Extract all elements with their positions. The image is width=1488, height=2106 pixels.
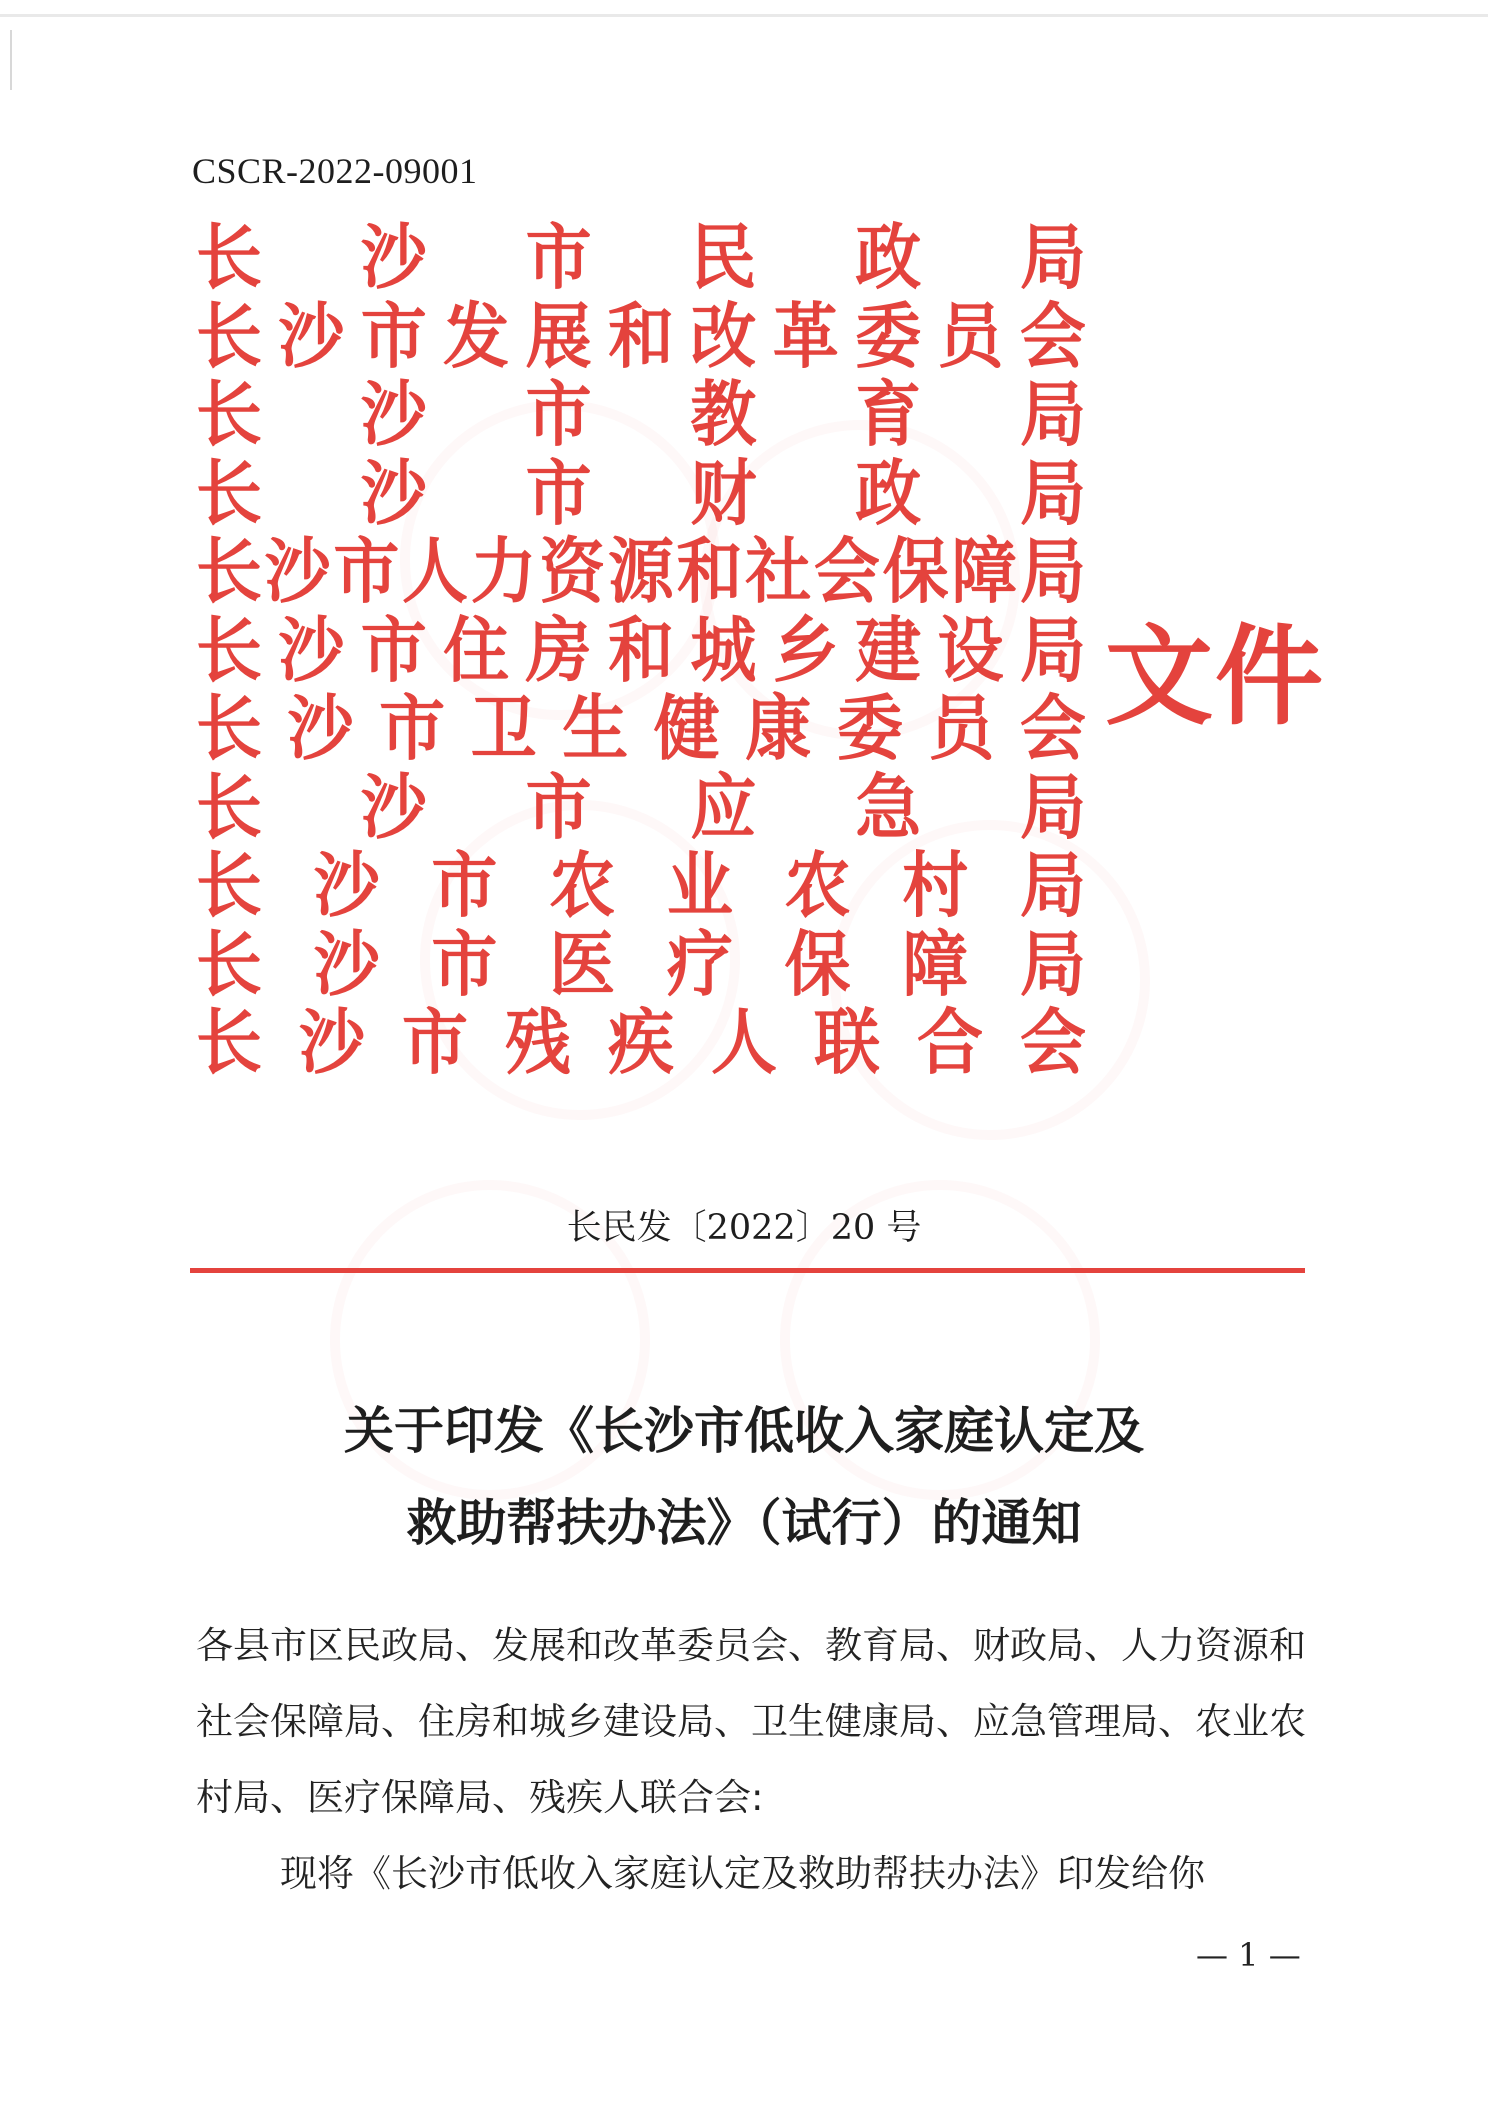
agency-char: 市 <box>379 686 446 771</box>
red-divider <box>190 1268 1305 1273</box>
agency-char: 住 <box>443 607 510 692</box>
agency-row <box>196 921 1086 1006</box>
agency-row <box>196 843 1086 928</box>
agency-char: 市 <box>525 372 592 457</box>
agency-char: 沙 <box>360 372 427 457</box>
agency-char: 长 <box>196 921 262 1006</box>
agency-char: 改 <box>690 293 757 378</box>
agency-char: 应 <box>690 764 757 849</box>
agency-char: 局 <box>1019 529 1086 614</box>
agency-char: 市 <box>402 1000 468 1085</box>
agency-char: 市 <box>525 764 592 849</box>
agency-char: 局 <box>1019 921 1086 1006</box>
agency-char: 疗 <box>666 921 733 1006</box>
agency-char: 医 <box>549 921 616 1006</box>
agency-char: 市 <box>360 293 427 378</box>
agency-char: 展 <box>525 293 592 378</box>
agency-char: 长 <box>196 529 262 614</box>
agency-char: 政 <box>855 215 922 300</box>
agency-char: 联 <box>814 1000 880 1085</box>
agency-char: 保 <box>784 921 851 1006</box>
agency-char: 沙 <box>264 529 331 614</box>
agency-char: 人 <box>401 529 468 614</box>
agency-char: 局 <box>1019 215 1086 300</box>
agency-row <box>196 607 1086 692</box>
document-title <box>0 1385 1488 1569</box>
agency-char: 市 <box>431 843 498 928</box>
agency-char: 市 <box>431 921 498 1006</box>
agency-char: 市 <box>525 215 592 300</box>
agency-char: 保 <box>882 529 949 614</box>
agency-char: 育 <box>855 372 922 457</box>
agency-char: 长 <box>196 843 262 928</box>
issuing-agencies <box>196 215 1086 1085</box>
title-line-2: 救助帮扶办法》（试行）的通知 <box>406 1493 1082 1552</box>
document-body <box>196 1608 1308 1912</box>
agency-char: 教 <box>690 372 757 457</box>
agency-char: 市 <box>360 607 427 692</box>
agency-char: 业 <box>666 843 733 928</box>
agency-char: 沙 <box>313 921 380 1006</box>
agency-char: 村 <box>902 843 969 928</box>
page-number: — 1 — <box>1196 1936 1301 1974</box>
agency-row <box>196 215 1086 300</box>
agency-char: 局 <box>1019 764 1086 849</box>
agency-row <box>196 686 1086 771</box>
agency-row <box>196 1000 1086 1085</box>
agency-char: 设 <box>937 607 1004 692</box>
agency-char: 康 <box>745 686 812 771</box>
document-number: 长民发〔2022〕20 号 <box>566 1208 922 1248</box>
agency-char: 农 <box>784 843 851 928</box>
agency-row <box>196 372 1086 457</box>
agency-char: 沙 <box>313 843 380 928</box>
agency-char: 社 <box>745 529 812 614</box>
agency-char: 员 <box>928 686 995 771</box>
agency-char: 会 <box>1019 686 1086 771</box>
agency-row <box>196 529 1086 614</box>
agency-char: 资 <box>539 529 606 614</box>
agency-char: 局 <box>1019 450 1086 535</box>
agency-char: 会 <box>1020 1000 1086 1085</box>
agency-char: 沙 <box>360 215 427 300</box>
agency-char: 革 <box>772 293 839 378</box>
agency-char: 沙 <box>278 607 345 692</box>
agency-row <box>196 450 1086 535</box>
agency-char: 和 <box>607 293 674 378</box>
agency-char: 局 <box>1019 843 1086 928</box>
agency-char: 沙 <box>360 450 427 535</box>
agency-char: 局 <box>1019 372 1086 457</box>
scan-edge-left <box>10 30 12 90</box>
agency-char: 人 <box>711 1000 777 1085</box>
agency-char: 和 <box>607 607 674 692</box>
agency-char: 建 <box>855 607 922 692</box>
body-paragraph: 现将《长沙市低收入家庭认定及救助帮扶办法》印发给你 <box>280 1852 1205 1895</box>
agency-char: 长 <box>196 1000 262 1085</box>
agency-char: 财 <box>690 450 757 535</box>
agency-char: 市 <box>333 529 400 614</box>
scan-edge <box>0 14 1488 17</box>
agency-char: 沙 <box>360 764 427 849</box>
agency-char: 委 <box>855 293 922 378</box>
agency-row <box>196 764 1086 849</box>
agency-char: 疾 <box>608 1000 674 1085</box>
agency-char: 长 <box>196 686 262 771</box>
agency-char: 障 <box>902 921 969 1006</box>
agency-char: 沙 <box>278 293 345 378</box>
agency-char: 卫 <box>470 686 537 771</box>
document-code: CSCR-2022-09001 <box>192 151 478 191</box>
agency-char: 合 <box>917 1000 983 1085</box>
agency-char: 会 <box>1019 293 1086 378</box>
agency-char: 和 <box>676 529 743 614</box>
agency-char: 源 <box>607 529 674 614</box>
agency-char: 沙 <box>287 686 354 771</box>
agency-char: 员 <box>937 293 1004 378</box>
agency-char: 政 <box>855 450 922 535</box>
agency-char: 城 <box>690 607 757 692</box>
agency-char: 长 <box>196 372 262 457</box>
agency-char: 长 <box>196 607 262 692</box>
recipients: 各县市区民政局、发展和改革委员会、教育局、财政局、人力资源和社会保障局、住房和城乡建设局、卫生健康局、应急管理局、农业农村局、医疗保障局、残疾人联合会: <box>196 1624 1306 1819</box>
agency-char: 委 <box>836 686 903 771</box>
agency-row <box>196 293 1086 378</box>
agency-char: 沙 <box>299 1000 365 1085</box>
agency-char: 市 <box>525 450 592 535</box>
agency-char: 生 <box>562 686 629 771</box>
agency-char: 长 <box>196 293 262 378</box>
agency-char: 障 <box>951 529 1018 614</box>
agency-char: 农 <box>549 843 616 928</box>
agency-char: 长 <box>196 764 262 849</box>
agency-char: 残 <box>505 1000 571 1085</box>
agency-char: 局 <box>1019 607 1086 692</box>
title-line-1: 关于印发《长沙市低收入家庭认定及 <box>344 1401 1144 1460</box>
agency-char: 长 <box>196 215 262 300</box>
agency-char: 急 <box>855 764 922 849</box>
agency-char: 健 <box>653 686 720 771</box>
agency-char: 房 <box>525 607 592 692</box>
agency-char: 力 <box>470 529 537 614</box>
agency-char: 会 <box>813 529 880 614</box>
agency-char: 长 <box>196 450 262 535</box>
document-suffix: 文件 <box>1105 614 1326 740</box>
agency-char: 乡 <box>772 607 839 692</box>
agency-char: 发 <box>443 293 510 378</box>
agency-char: 民 <box>690 215 757 300</box>
